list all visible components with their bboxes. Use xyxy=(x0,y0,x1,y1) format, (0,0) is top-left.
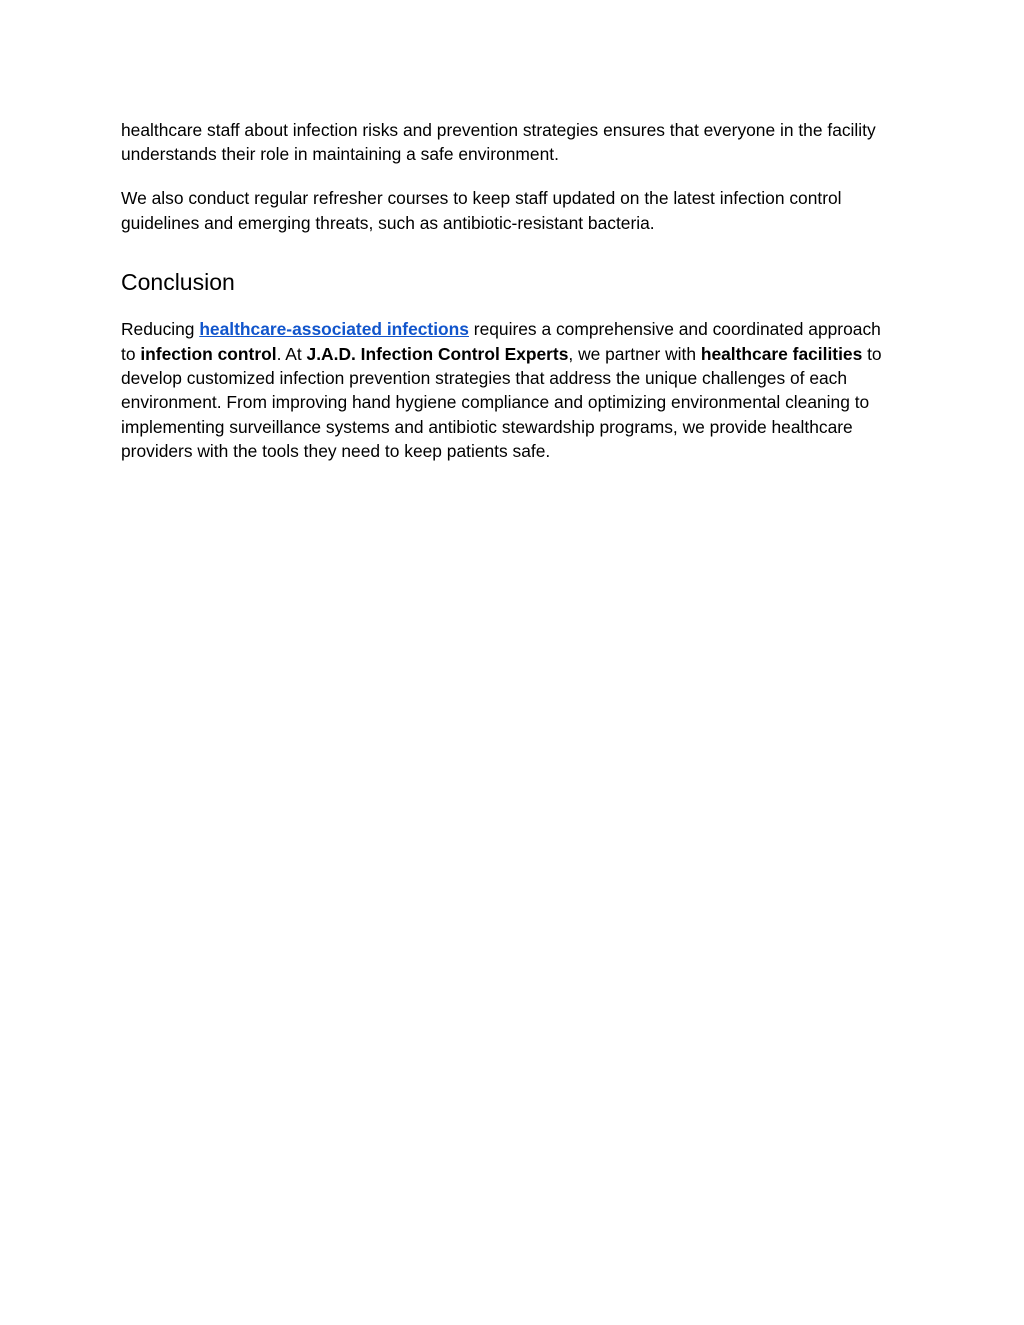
company-name-bold: J.A.D. Infection Control Experts xyxy=(306,343,569,364)
infection-control-bold: infection control xyxy=(140,343,277,364)
conclusion-heading: Conclusion xyxy=(121,269,235,296)
healthcare-associated-infections-link[interactable]: healthcare-associated infections xyxy=(199,319,469,340)
paragraph-refresher-courses: We also conduct regular refresher courses to keep staff updated on the latest infection control guidelines and emerging threats, such as antibiotic-resistant bacteria. xyxy=(121,188,842,233)
paragraph-conclusion xyxy=(121,317,896,463)
conclusion-text-5: to develop customized infection prevention strategies that address the unique challenges of each environment. From improving hand hygiene compliance and optimizing environmental cleaning to implementing surveillance systems and antibiotic stewardship programs, we provide healthcare providers with the tools they need to keep patients safe. xyxy=(121,343,882,462)
conclusion-text-2: requires a comprehensive and coordinated approach to xyxy=(121,319,881,364)
healthcare-facilities-bold: healthcare facilities xyxy=(700,343,863,364)
paragraph-staff-education: healthcare staff about infection risks and prevention strategies ensures that everyone in the facility understands their role in maintaining a safe environment. xyxy=(121,120,876,165)
conclusion-text-1: Reducing xyxy=(121,319,200,340)
document-page xyxy=(121,118,896,464)
conclusion-text-4: , we partner with xyxy=(568,343,701,364)
conclusion-text-3: . At xyxy=(276,343,307,364)
